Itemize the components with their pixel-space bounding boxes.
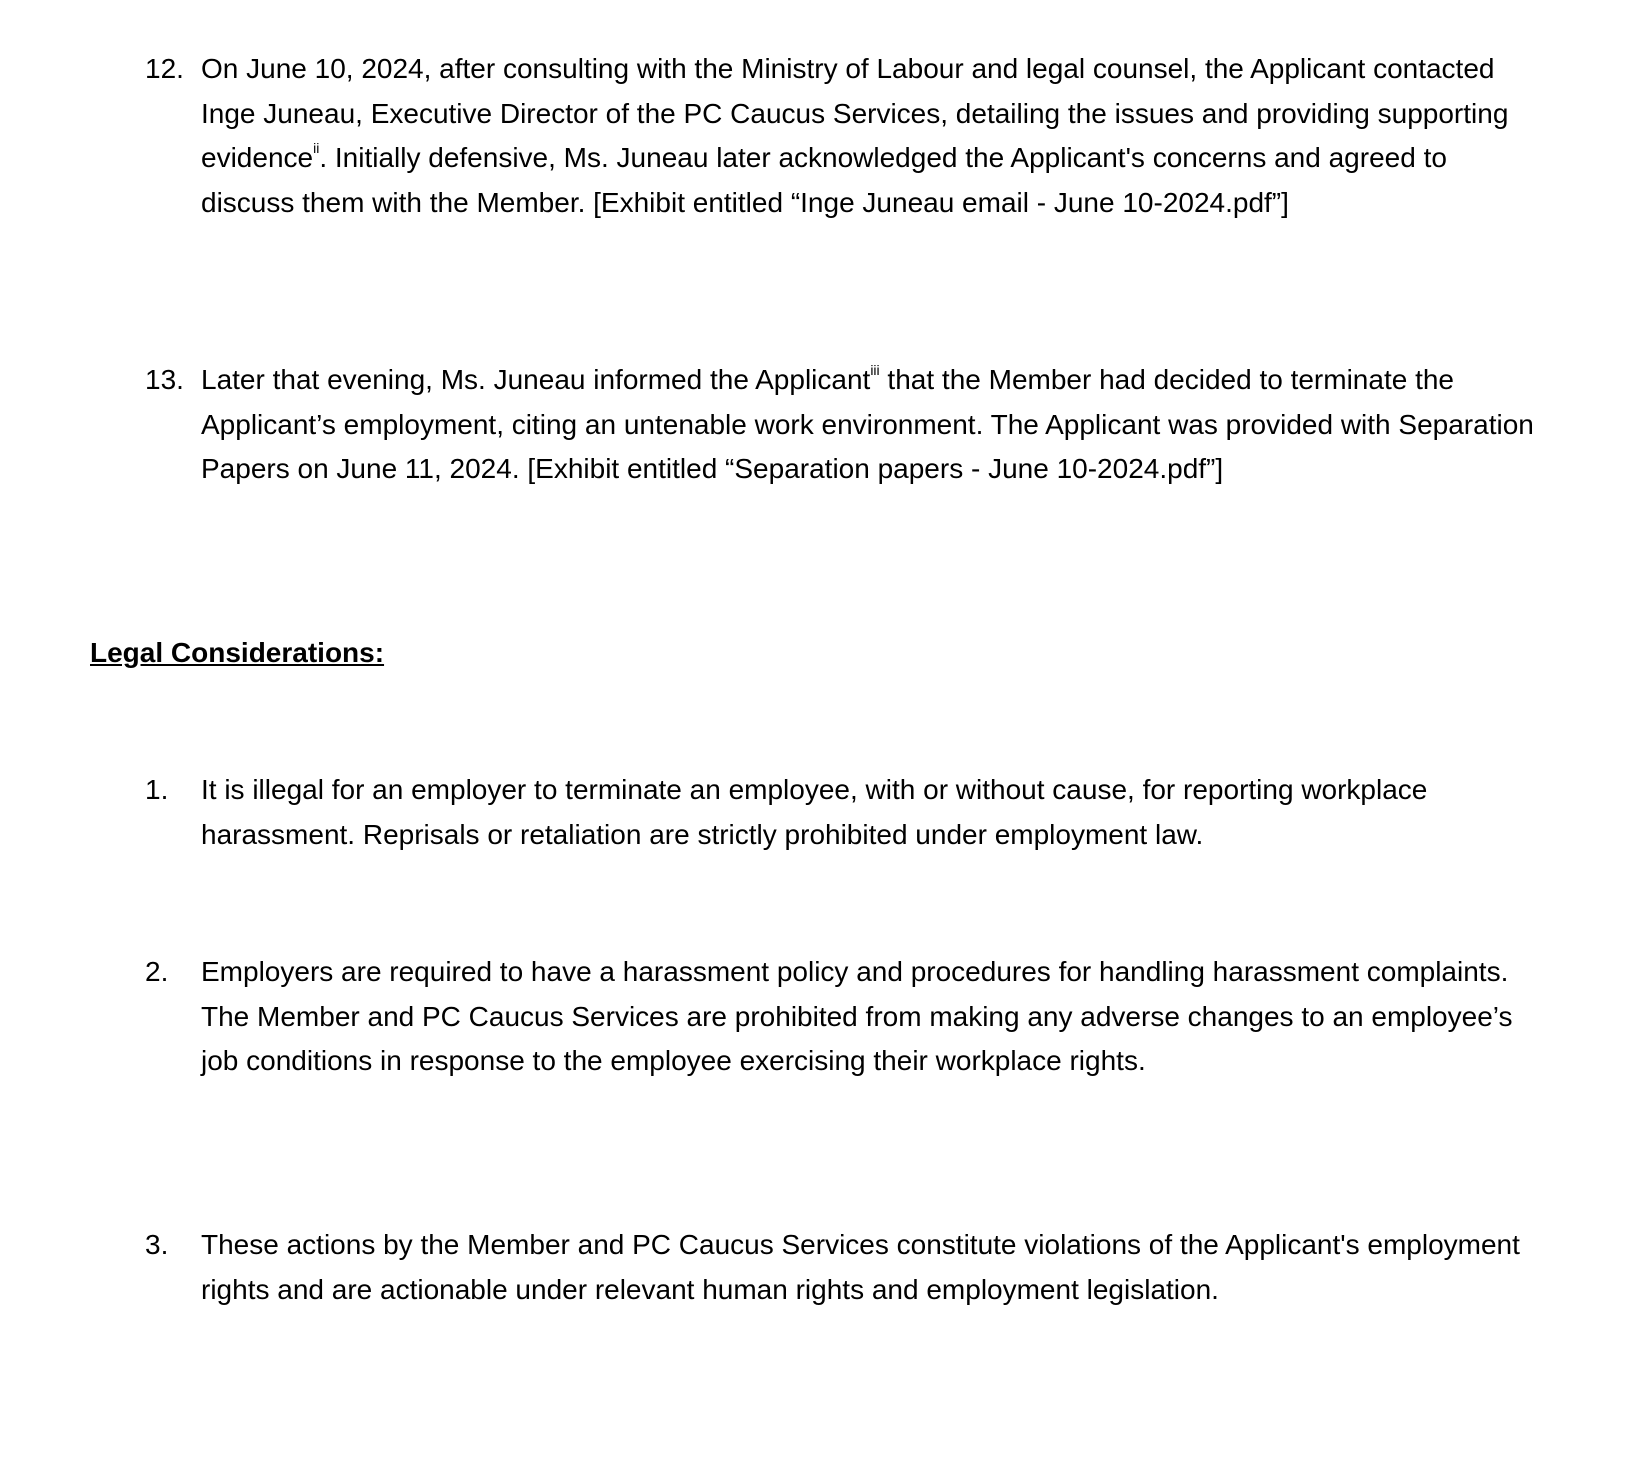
item-text: Employers are required to have a harassment policy and procedures for handling harassment complaints. The Member and PC Caucus Services are prohibited from making any adverse changes to an employee’s job conditions in response to the employee exercising their workplace rights. xyxy=(201,956,1513,1076)
legal-consideration-item-1 xyxy=(145,768,1545,857)
paragraph-text-part: . Initially defensive, Ms. Juneau later acknowledged the Applicant's concerns and agreed to discuss them with the Member. [Exhibit entitled “Inge Juneau email - June 10-2024.pdf”] xyxy=(201,142,1447,218)
legal-consideration-item-3 xyxy=(145,1223,1545,1312)
endnote-reference[interactable]: iii xyxy=(870,361,880,378)
paragraph-number: 12. xyxy=(145,53,184,84)
item-text: It is illegal for an employer to terminate an employee, with or without cause, for reporting workplace harassment. Reprisals or retaliation are strictly prohibited under employment law. xyxy=(201,774,1428,850)
numbered-paragraph-12 xyxy=(145,47,1545,225)
paragraph-text xyxy=(201,358,1541,492)
paragraph-text-part: On June 10, 2024, after consulting with the Ministry of Labour and legal counsel, the Applicant contacted Inge Juneau, Executive Director of the PC Caucus Services, detailing the issues and providing supporting evidence xyxy=(201,53,1509,173)
paragraph-text-part: that the Member had decided to terminate the Applicant’s employment, citing an untenable work environment. The Applicant was provided with Separation Papers on June 11, 2024. [Exhibit entitled “Separation papers - June 10-2024.pdf”] xyxy=(201,364,1534,484)
item-number: 1. xyxy=(145,774,169,805)
paragraph-text-part: Later that evening, Ms. Juneau informed the Applicant xyxy=(201,364,871,395)
item-text: These actions by the Member and PC Caucus Services constitute violations of the Applicant's employment rights and are actionable under relevant human rights and employment legislation. xyxy=(201,1229,1520,1305)
paragraph-number: 13. xyxy=(145,364,184,395)
item-number: 3. xyxy=(145,1229,169,1260)
legal-considerations-heading: Legal Considerations: xyxy=(90,637,385,668)
endnote-reference[interactable]: ii xyxy=(313,139,320,156)
numbered-paragraph-13 xyxy=(145,358,1545,492)
item-number: 2. xyxy=(145,956,169,987)
legal-consideration-item-2 xyxy=(145,950,1545,1084)
paragraph-text xyxy=(201,47,1541,225)
